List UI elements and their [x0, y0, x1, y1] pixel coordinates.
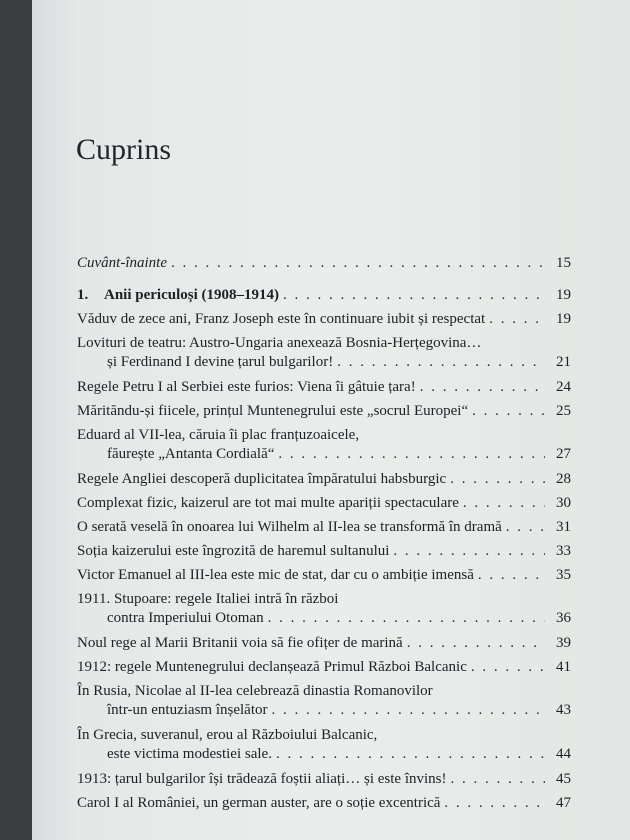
- page-number: 19: [556, 287, 571, 303]
- dot-leader: [278, 445, 545, 464]
- page-number: 24: [556, 379, 571, 395]
- dot-leader: [450, 470, 545, 489]
- toc-entry-title-continued: este victima modestiei sale.: [107, 746, 272, 762]
- toc-entry-title: 1912: regele Muntenegrului declanșează Primul Război Balcanic: [77, 659, 467, 675]
- toc-entry[interactable]: [77, 494, 571, 513]
- dot-leader: [489, 310, 545, 329]
- page-number: 25: [556, 403, 571, 419]
- toc-entry[interactable]: [77, 310, 571, 329]
- page-title: Cuprins: [76, 133, 172, 167]
- toc-entry[interactable]: [77, 254, 571, 273]
- chapter-number: 1.: [77, 287, 89, 303]
- toc-entry-title: 1911. Stupoare: regele Italiei intră în război: [77, 591, 339, 607]
- chapter-title: Anii periculoși (1908–1914): [104, 287, 279, 303]
- toc-entry-title: În Grecia, suveranul, erou al Războiului Balcanic,: [77, 727, 378, 743]
- page-number: 28: [556, 471, 571, 487]
- page-number: 47: [556, 795, 571, 811]
- toc-entry-title: Regele Petru I al Serbiei este furios: Viena îi gâtuie țara!: [77, 379, 416, 395]
- page-number: 33: [556, 543, 571, 559]
- dot-leader: [407, 634, 545, 653]
- toc-entry[interactable]: [77, 634, 571, 653]
- page-number: 30: [556, 495, 571, 511]
- toc-entry-title: Carol I al României, un german auster, are o soție excentrică: [77, 795, 441, 811]
- toc-entry[interactable]: [77, 794, 571, 813]
- toc-entry-title: Văduv de zece ani, Franz Joseph este în continuare iubit și respectat: [77, 311, 486, 327]
- page-number: 36: [556, 610, 571, 626]
- page-number: 21: [556, 354, 571, 370]
- toc-entry[interactable]: [77, 590, 571, 628]
- toc-entry[interactable]: [77, 658, 571, 677]
- toc-entry[interactable]: [77, 334, 571, 372]
- page-number: 39: [556, 635, 571, 651]
- dot-leader: [276, 745, 545, 764]
- toc-entry-title: Regele Angliei descoperă duplicitatea împăratului habsburgic: [77, 471, 447, 487]
- toc-entry[interactable]: [77, 566, 571, 585]
- toc-entry-title-continued: făurește „Antanta Cordială“: [107, 446, 275, 462]
- toc-entry[interactable]: [77, 770, 571, 789]
- page-number: 44: [556, 746, 571, 762]
- toc-entry-title-continued: și Ferdinand I devine țarul bulgarilor!: [107, 354, 334, 370]
- dot-leader: [506, 518, 545, 537]
- toc-entry-title: În Rusia, Nicolae al II-lea celebrează dinastia Romanovilor: [77, 683, 433, 699]
- toc-entry-title: Mărităndu-și fiicele, prințul Muntenegrului este „socrul Europei“: [77, 403, 469, 419]
- toc-entry-title: Complexat fizic, kaizerul are tot mai multe apariții spectaculare: [77, 495, 459, 511]
- page-number: 31: [556, 519, 571, 535]
- toc-entry[interactable]: [77, 682, 571, 720]
- dot-leader: [463, 494, 545, 513]
- toc-entry[interactable]: [77, 542, 571, 561]
- dot-leader: [268, 609, 545, 628]
- toc-entry-title: [77, 286, 279, 305]
- page-number: 35: [556, 567, 571, 583]
- page-number: 41: [556, 659, 571, 675]
- dot-leader: [393, 542, 545, 561]
- bleed-through-text: [102, 180, 572, 192]
- dot-leader: [478, 566, 545, 585]
- dot-leader: [451, 770, 546, 789]
- toc-entry[interactable]: [77, 402, 571, 421]
- bleed-through-text: [102, 205, 572, 217]
- toc-entry[interactable]: [77, 518, 571, 537]
- toc-entry-title: O serată veselă în onoarea lui Wilhelm al II-lea se transformă în dramă: [77, 519, 502, 535]
- toc-entry[interactable]: [77, 378, 571, 397]
- toc-entry-title-continued: într-un entuziasm înșelător: [107, 702, 268, 718]
- dot-leader: [337, 353, 545, 372]
- bleed-through-text: [102, 30, 572, 42]
- dot-leader: [444, 794, 545, 813]
- dot-leader: [471, 658, 545, 677]
- page-number: 19: [556, 311, 571, 327]
- page-number: 15: [556, 255, 571, 271]
- toc-entry[interactable]: [77, 726, 571, 764]
- book-page: [32, 0, 630, 840]
- toc-entry-title: 1913: țarul bulgarilor își trădează foștii aliați… și este învins!: [77, 771, 447, 787]
- toc-entry-title: Eduard al VII-lea, căruia îi plac franțuzoaicele,: [77, 427, 360, 443]
- toc-entry[interactable]: [77, 470, 571, 489]
- dot-leader: [472, 402, 545, 421]
- toc-entry[interactable]: [77, 426, 571, 464]
- bleed-through-text: [102, 6, 572, 18]
- toc-entry-title: Victor Emanuel al III-lea este mic de stat, dar cu o ambiție imensă: [77, 567, 474, 583]
- dot-leader: [171, 254, 545, 273]
- page-number: 27: [556, 446, 571, 462]
- toc-entry-title-continued: contra Imperiului Otoman: [107, 610, 264, 626]
- toc-entry-title: Cuvânt-înainte: [77, 255, 167, 271]
- bleed-through-text: [102, 54, 572, 66]
- toc-entry-title: Soția kaizerului este îngrozită de haremul sultanului: [77, 543, 390, 559]
- page-number: 45: [556, 771, 571, 787]
- dot-leader: [420, 378, 545, 397]
- toc-entry[interactable]: [77, 286, 571, 305]
- page-number: 43: [556, 702, 571, 718]
- toc-entry-title: Noul rege al Marii Britanii voia să fie ofițer de marină: [77, 635, 403, 651]
- dot-leader: [272, 701, 546, 720]
- bleed-through-text: [102, 78, 572, 90]
- toc-entry-title: Lovituri de teatru: Austro-Ungaria anexează Bosnia-Herțegovina…: [77, 335, 482, 351]
- dot-leader: [283, 286, 545, 305]
